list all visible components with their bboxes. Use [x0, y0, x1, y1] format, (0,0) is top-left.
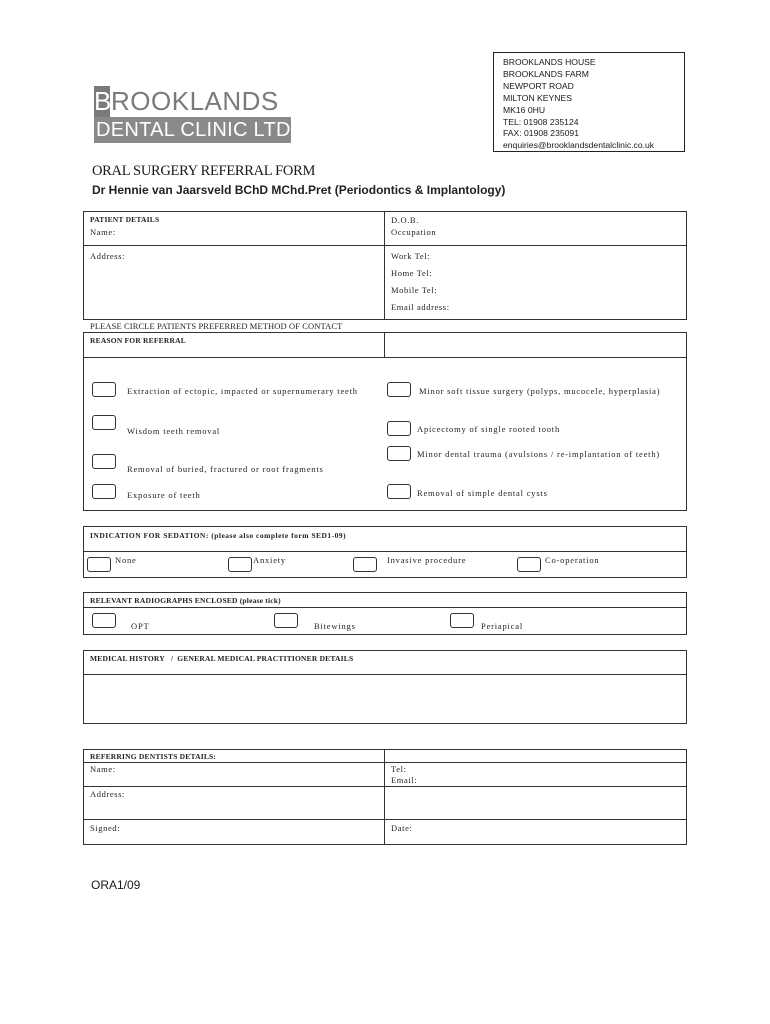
- referring-email-field[interactable]: Email:: [391, 775, 418, 785]
- medical-history-heading: MEDICAL HISTORY / GENERAL MEDICAL PRACTITIONER DETAILS: [90, 654, 354, 663]
- medical-history-input[interactable]: [84, 675, 686, 723]
- address-line: FAX: 01908 235091: [503, 128, 579, 139]
- divider: [83, 786, 687, 787]
- radiographs-heading: RELEVANT RADIOGRAPHS ENCLOSED (please tick): [90, 596, 281, 605]
- patient-details-box: [83, 211, 687, 320]
- checkbox-exposure[interactable]: [92, 484, 116, 499]
- divider: [83, 819, 687, 820]
- dob-field[interactable]: D.O.B.: [391, 215, 419, 225]
- option-sedation-cooperation: Co-operation: [545, 555, 600, 565]
- checkbox-bitewings[interactable]: [274, 613, 298, 628]
- divider: [83, 245, 687, 246]
- option-sedation-anxiety: Anxiety: [253, 555, 286, 565]
- patient-details-heading: PATIENT DETAILS: [90, 215, 160, 224]
- option-exposure: Exposure of teeth: [127, 490, 201, 500]
- divider: [384, 211, 385, 320]
- checkbox-sedation-invasive[interactable]: [353, 557, 377, 572]
- option-apicectomy: Apicectomy of single rooted tooth: [417, 424, 561, 434]
- divider: [83, 357, 687, 358]
- address-line: NEWPORT ROAD: [503, 80, 574, 91]
- work-tel-field[interactable]: Work Tel:: [391, 251, 431, 261]
- option-opt: OPT: [131, 621, 150, 631]
- signed-field[interactable]: Signed:: [90, 823, 121, 833]
- checkbox-periapical[interactable]: [450, 613, 474, 628]
- checkbox-extraction[interactable]: [92, 382, 116, 397]
- referring-address-field[interactable]: Address:: [90, 789, 126, 799]
- patient-address-field[interactable]: Address:: [90, 251, 126, 261]
- occupation-field[interactable]: Occupation: [391, 227, 437, 237]
- reason-for-referral-box: [83, 332, 687, 511]
- address-line: enquiries@brooklandsdentalclinic.co.uk: [503, 140, 655, 151]
- home-tel-field[interactable]: Home Tel:: [391, 268, 433, 278]
- form-code: ORA1/09: [91, 878, 141, 892]
- sedation-heading: INDICATION FOR SEDATION: (please also complete form SED1-09): [90, 531, 347, 540]
- mobile-tel-field[interactable]: Mobile Tel:: [391, 285, 438, 295]
- address-line: TEL: 01908 235124: [503, 116, 579, 127]
- checkbox-sedation-none[interactable]: [87, 557, 111, 572]
- referring-tel-field[interactable]: Tel:: [391, 764, 407, 774]
- option-periapical: Periapical: [481, 621, 523, 631]
- address-line: BROOKLANDS HOUSE: [503, 57, 596, 67]
- logo-subtitle: DENTAL CLINIC LTD: [96, 119, 291, 141]
- form-title: ORAL SURGERY REFERRAL FORM: [92, 163, 316, 179]
- option-sedation-invasive: Invasive procedure: [387, 555, 467, 565]
- option-extraction: Extraction of ectopic, impacted or supernumerary teeth: [127, 386, 358, 396]
- contact-method-note: PLEASE CIRCLE PATIENTS PREFERRED METHOD OF CONTACT: [90, 321, 343, 331]
- referring-heading: REFERRING DENTISTS DETAILS:: [90, 752, 217, 761]
- option-dental-cysts: Removal of simple dental cysts: [417, 488, 548, 498]
- divider: [83, 762, 687, 763]
- checkbox-sedation-anxiety[interactable]: [228, 557, 252, 572]
- referring-dentist-box: [83, 749, 687, 845]
- option-soft-tissue: Minor soft tissue surgery (polyps, mucocele, hyperplasia): [419, 386, 661, 396]
- checkbox-apicectomy[interactable]: [387, 421, 411, 436]
- checkbox-dental-cysts[interactable]: [387, 484, 411, 499]
- address-line: BROOKLANDS FARM: [503, 68, 589, 79]
- checkbox-wisdom-teeth[interactable]: [92, 415, 116, 430]
- form-subtitle: Dr Hennie van Jaarsveld BChD MChd.Pret (Periodontics & Implantology): [92, 183, 506, 197]
- divider: [384, 749, 385, 845]
- option-sedation-none: None: [115, 555, 137, 565]
- logo-name: ROOKLANDS: [111, 86, 279, 116]
- address-line: MK16 0HU: [503, 104, 546, 115]
- divider: [384, 332, 385, 357]
- reason-heading: REASON FOR REFERRAL: [90, 336, 186, 345]
- clinic-logo: [94, 86, 279, 117]
- option-dental-trauma: Minor dental trauma (avulsions / re-implantation of teeth): [417, 449, 661, 459]
- divider: [83, 607, 687, 608]
- checkbox-buried-fragments[interactable]: [92, 454, 116, 469]
- checkbox-opt[interactable]: [92, 613, 116, 628]
- email-field[interactable]: Email address:: [391, 302, 450, 312]
- date-field[interactable]: Date:: [391, 823, 413, 833]
- option-wisdom-teeth: Wisdom teeth removal: [127, 426, 221, 436]
- checkbox-sedation-cooperation[interactable]: [517, 557, 541, 572]
- patient-name-field[interactable]: Name:: [90, 227, 116, 237]
- logo-initial: B: [94, 86, 112, 116]
- option-buried-fragments: Removal of buried, fractured or root fragments: [127, 464, 324, 474]
- option-bitewings: Bitewings: [314, 621, 356, 631]
- divider: [83, 551, 687, 552]
- address-line: MILTON KEYNES: [503, 92, 572, 103]
- clinic-address-box: [493, 52, 685, 152]
- referring-name-field[interactable]: Name:: [90, 764, 116, 774]
